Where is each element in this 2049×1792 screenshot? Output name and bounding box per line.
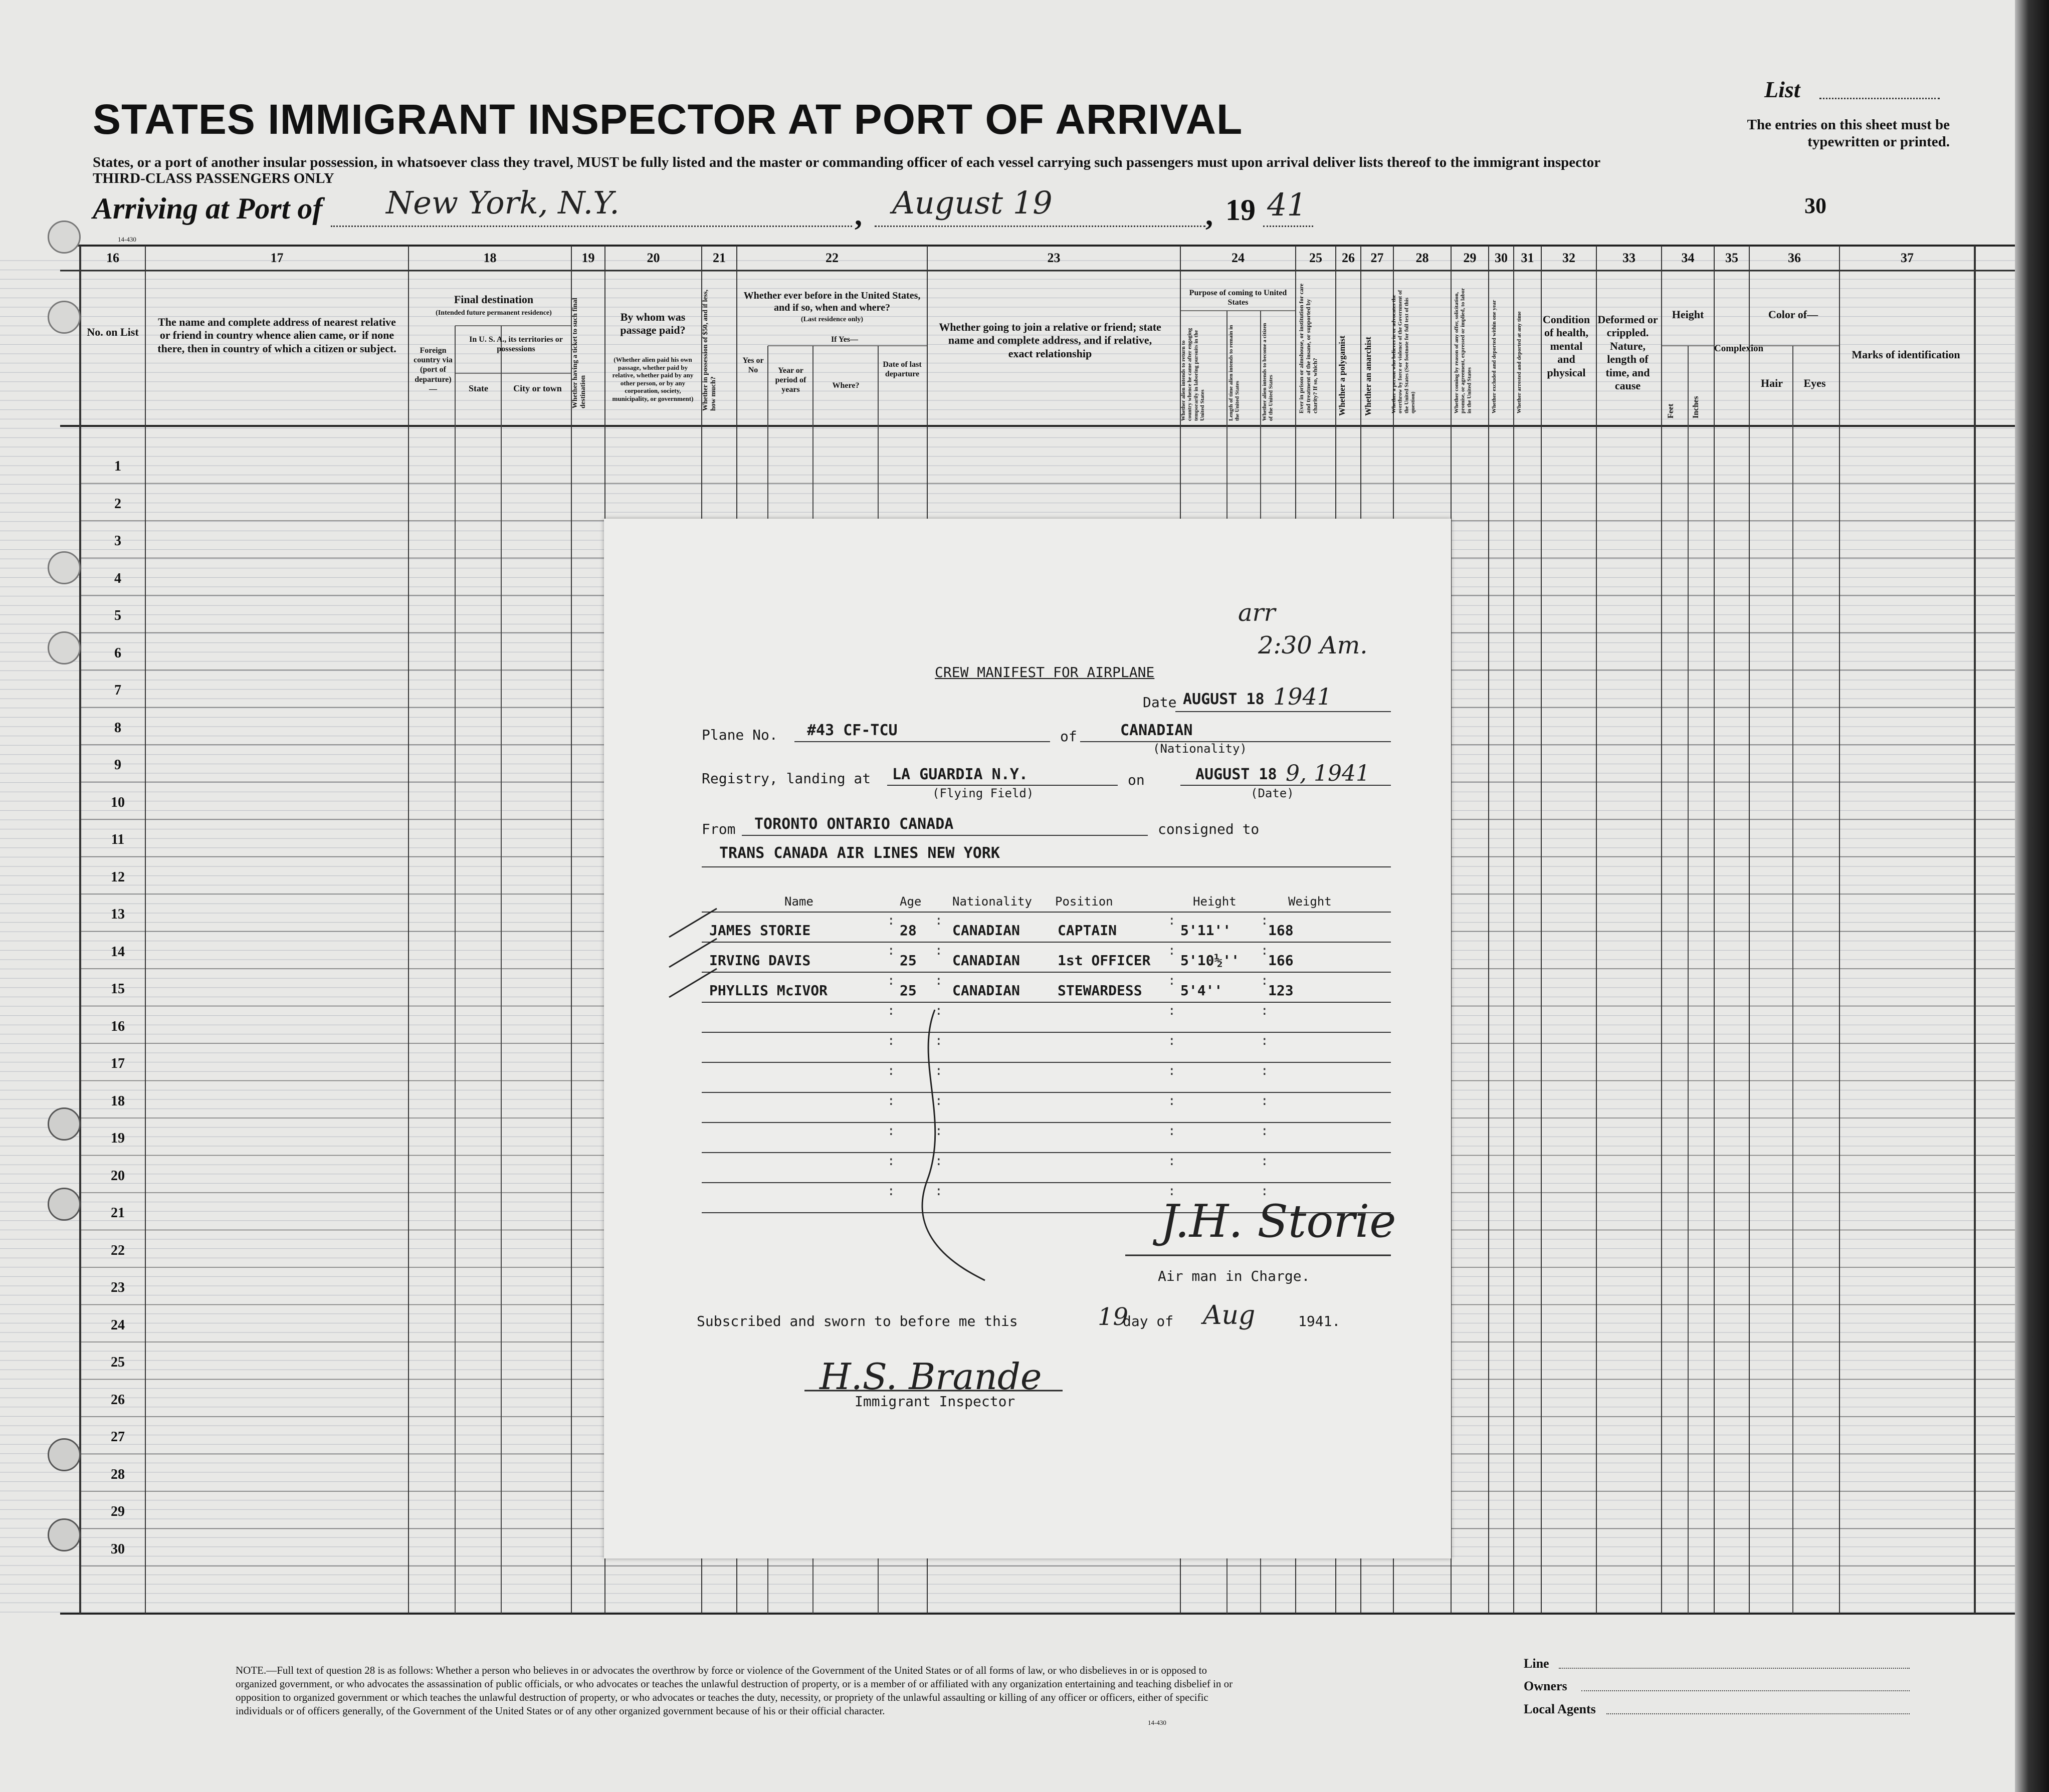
from-label: From: [702, 821, 736, 837]
column-number: 18: [483, 251, 497, 265]
crew-separator: :: [1168, 943, 1176, 958]
field-caption: (Flying Field): [932, 786, 1034, 800]
column-number: 26: [1342, 251, 1355, 265]
comma: ,: [1205, 198, 1213, 232]
crew-separator: :: [1261, 1033, 1269, 1048]
crew-separator: :: [935, 1033, 943, 1048]
list-label: List: [1764, 77, 1800, 102]
sworn-year: 1941.: [1298, 1313, 1341, 1329]
crew-separator: :: [1168, 913, 1176, 928]
row-number: 30: [111, 1541, 125, 1557]
row-number: 19: [111, 1131, 125, 1146]
crew-separator: :: [887, 943, 895, 958]
landing-date-handwritten: 9, 1941: [1286, 761, 1370, 786]
crew-nationality: CANADIAN: [952, 922, 1020, 939]
from-value: TORONTO ONTARIO CANADA: [754, 815, 954, 833]
crew-separator: :: [935, 1154, 943, 1169]
header-year-period: Year or period of years: [775, 366, 806, 394]
column-number: 32: [1562, 251, 1575, 265]
column-number: 22: [826, 251, 839, 265]
crew-separator: :: [935, 1124, 943, 1139]
date-label: Date: [1143, 694, 1177, 711]
on-label: on: [1128, 772, 1145, 788]
header-join-relative: Whether going to join a relative or friend; state name and complete address, and if relative, exact relationship: [939, 321, 1161, 360]
column-number: 19: [581, 251, 595, 265]
crew-separator: :: [935, 1063, 943, 1078]
header-health: Condition of health, mental and physical: [1542, 313, 1590, 379]
arriving-label: Arriving at Port of: [93, 192, 323, 225]
crew-separator: :: [1261, 1154, 1269, 1169]
column-number: 21: [713, 251, 726, 265]
crew-separator: :: [887, 1003, 895, 1018]
column-number: 27: [1370, 251, 1384, 265]
header-state: State: [469, 383, 488, 393]
header-foreign-country: Foreign country via (port of departure)—: [414, 346, 453, 393]
crew-separator: :: [935, 943, 943, 958]
field-value: LA GUARDIA N.Y.: [892, 766, 1028, 783]
header-last-residence: (Last residence only): [800, 316, 864, 323]
crew-age: 28: [900, 922, 917, 939]
header-purpose-length: Length of time alien intends to remain in the United States: [1228, 325, 1241, 421]
header-fifty-dollars: Whether in possession of $50, and if less, how much?: [702, 289, 718, 411]
sheet-number: 30: [1804, 193, 1826, 218]
plane-value: #43 CF-TCU: [807, 722, 898, 739]
column-number: 29: [1463, 251, 1477, 265]
header-color-of: Color of—: [1768, 308, 1818, 321]
header-passage-paid: By whom was passage paid?: [620, 311, 686, 337]
row-number: 7: [114, 683, 121, 698]
airman-caption: Air man in Charge.: [1158, 1268, 1310, 1284]
crew-separator: :: [1168, 1124, 1176, 1139]
header-inches: Inches: [1692, 396, 1700, 418]
crew-separator: :: [1261, 1003, 1269, 1018]
header-purpose-citizen: Whether alien intends to become a citizen of the United States: [1262, 323, 1274, 421]
punch-hole: [48, 1107, 81, 1141]
crew-nationality: CANADIAN: [952, 952, 1020, 969]
header-final-destination-note: (Intended future permanent residence): [436, 309, 552, 317]
row-number: 5: [114, 608, 121, 623]
arrival-note-2: 2:30 Am.: [1258, 631, 1368, 659]
header-last-departure: Date of last departure: [883, 360, 922, 379]
list-number-line: [1819, 98, 1940, 99]
line-field: [1559, 1668, 1910, 1669]
date-value: AUGUST 18: [1183, 691, 1265, 708]
crew-separator: :: [1261, 1184, 1269, 1199]
crew-separator: :: [935, 913, 943, 928]
crew-header-position: Position: [1055, 894, 1113, 909]
owners-field: [1581, 1690, 1910, 1691]
row-number: 16: [111, 1018, 125, 1034]
header-yes-no: Yes or No: [742, 356, 764, 375]
crew-position: CAPTAIN: [1058, 922, 1117, 939]
header-passage-paid-note: (Whether alien paid his own passage, whether paid by relative, whether paid by any other person, or by any corporation, society, municipality, or government): [612, 356, 694, 402]
header-where: Where?: [832, 381, 860, 390]
crew-position: 1st OFFICER: [1058, 952, 1151, 969]
port-line: [331, 226, 852, 227]
crew-separator: :: [887, 973, 895, 988]
row-number: 22: [111, 1242, 125, 1258]
year-line: [1263, 226, 1313, 227]
header-overthrow: Whether a person who believes in or advocates the overthrow by force or violence of the Government of the United States (See footnote for full text of this question): [1391, 290, 1416, 413]
typewritten-note: The entries on this sheet must be typewritten or printed.: [1747, 117, 1950, 150]
column-number: 35: [1725, 251, 1738, 265]
row-number: 2: [114, 496, 121, 512]
crew-separator: :: [1168, 1003, 1176, 1018]
sworn-label-2: day of: [1123, 1313, 1174, 1329]
of-label: of: [1060, 728, 1077, 745]
punch-hole: [48, 301, 81, 334]
date-line: [875, 226, 1205, 227]
landing-date-caption: (Date): [1251, 786, 1294, 800]
crew-separator: :: [887, 1124, 895, 1139]
crew-separator: :: [887, 1154, 895, 1169]
nationality-caption: (Nationality): [1153, 742, 1247, 756]
line-label: Line: [1524, 1656, 1549, 1671]
punch-hole: [48, 551, 81, 584]
sworn-day: 19: [1098, 1303, 1129, 1331]
crew-separator: :: [1261, 943, 1269, 958]
row-number: 15: [111, 981, 125, 997]
row-number: 24: [111, 1317, 125, 1333]
row-number: 11: [111, 832, 125, 847]
sworn-month: Aug: [1203, 1300, 1256, 1330]
question-28-footnote: NOTE.—Full text of question 28 is as follows: Whether a person who believes in or advocates the overthrow by force or violence of the Government of the United States or of all forms of law, or who disbelieves in or is opposed to organized government, or who advocates the assassination of public officials, or who advocates or teaches the unlawful destruction of property, or is a member of or affiliated with any organization entertaining and teaching disbelief in or opposition to organized government or which teaches the unlawful destruction of property, or who advocates or teaches the duty, necessity, or propriety of the unlawful assaulting or killing of any officer or officers, either of specific individuals or of officers generally, of the Government of the United States or of any other organized government because of his or their official character.: [236, 1664, 1233, 1717]
row-number: 28: [111, 1466, 125, 1482]
crew-weight: 168: [1268, 922, 1294, 939]
column-number: 37: [1901, 251, 1914, 265]
crew-separator: :: [1168, 1184, 1176, 1199]
crew-separator: :: [887, 913, 895, 928]
inspector-caption: Immigrant Inspector: [855, 1393, 1015, 1410]
header-ticket: Whether having a ticket to such final destination: [571, 298, 587, 408]
column-number: 31: [1521, 251, 1534, 265]
crew-name: IRVING DAVIS: [709, 952, 811, 969]
column-number: 24: [1232, 251, 1245, 265]
column-number: 25: [1309, 251, 1322, 265]
row-number: 6: [114, 645, 121, 661]
footer-form-code: 14-430: [1148, 1719, 1166, 1726]
owners-label: Owners: [1524, 1679, 1567, 1693]
crew-separator: :: [935, 1003, 943, 1018]
crew-age: 25: [900, 952, 917, 969]
header-excluded: Whether excluded and deported within one year: [1491, 300, 1497, 413]
row-number: 12: [111, 869, 125, 885]
row-number: 17: [111, 1056, 125, 1071]
page-title: STATES IMMIGRANT INSPECTOR AT PORT OF ARRIVAL: [93, 96, 1243, 143]
header-prison: Ever in prison or almshouse, or institution for care and treatment of the insane, or supported by charity? If so, which?: [1298, 283, 1319, 413]
consignee-value: TRANS CANADA AIR LINES NEW YORK: [719, 844, 1000, 862]
registry-label: Registry, landing at: [702, 770, 871, 787]
row-number: 21: [111, 1205, 125, 1221]
manifest-title: CREW MANIFEST FOR AIRPLANE: [935, 664, 1155, 681]
header-hair: Hair: [1761, 377, 1783, 389]
punch-hole: [48, 631, 81, 664]
date-handwritten: 1941: [1273, 683, 1332, 710]
crew-separator: :: [1261, 1063, 1269, 1078]
crew-nationality: CANADIAN: [952, 982, 1020, 999]
crew-manifest-insert: [604, 519, 1451, 1558]
form-code: 14-430: [118, 236, 136, 243]
crew-separator: :: [1261, 1124, 1269, 1139]
row-number: 13: [111, 907, 125, 922]
header-arrested: Whether arrested and deported at any time: [1516, 311, 1522, 413]
row-number: 18: [111, 1093, 125, 1109]
column-number: 30: [1495, 251, 1508, 265]
crew-separator: :: [1168, 1093, 1176, 1108]
header-anarchist: Whether an anarchist: [1363, 336, 1373, 416]
nationality-value: CANADIAN: [1120, 722, 1193, 739]
crew-separator: :: [1261, 1093, 1269, 1108]
crew-separator: :: [1168, 1154, 1176, 1169]
year-prefix: 19: [1225, 193, 1256, 227]
punch-hole: [48, 1518, 81, 1551]
header-if-yes: If Yes—: [831, 335, 859, 344]
header-ever-before: Whether ever before in the United States, and if so, when and where?: [743, 290, 921, 313]
crew-separator: :: [887, 1033, 895, 1048]
column-number: 20: [647, 251, 660, 265]
crew-header-age: Age: [900, 894, 922, 909]
column-number: 34: [1681, 251, 1695, 265]
header-deformed: Deformed or crippled. Nature, length of time, and cause: [1597, 313, 1658, 392]
header-marks: Marks of identification: [1852, 348, 1960, 361]
header-in-usa: In U. S. A., its territories or possessions: [469, 335, 563, 354]
row-number: 14: [111, 944, 125, 960]
crew-name: PHYLLIS McIVOR: [709, 982, 828, 999]
header-polygamist: Whether a polygamist: [1337, 335, 1347, 416]
crew-separator: :: [1168, 1063, 1176, 1078]
header-eyes: Eyes: [1803, 377, 1826, 389]
crew-position: STEWARDESS: [1058, 982, 1142, 999]
header-nearest-relative: The name and complete address of nearest relative or friend in country whence alien came, or if none there, then in country of which a citizen or subject.: [157, 316, 396, 355]
row-number: 4: [114, 570, 121, 586]
crew-separator: :: [935, 973, 943, 988]
agents-field: [1606, 1713, 1910, 1714]
arrival-note-1: arr: [1238, 599, 1276, 627]
crew-header-weight: Weight: [1288, 894, 1332, 909]
row-number: 23: [111, 1280, 125, 1295]
crew-separator: :: [1261, 973, 1269, 988]
plane-label: Plane No.: [702, 727, 778, 743]
pilot-signature: J.H. Storie: [1160, 1195, 1396, 1248]
year-suffix-handwritten: 41: [1267, 186, 1307, 223]
ditto-mark: [922, 1010, 985, 1280]
crew-header-nationality: Nationality: [952, 894, 1032, 909]
crew-separator: :: [1168, 973, 1176, 988]
inspector-signature: H.S. Brande: [819, 1356, 1042, 1398]
row-number: 8: [114, 720, 121, 736]
row-number: 25: [111, 1355, 125, 1370]
date-handwritten: August 19: [892, 184, 1053, 221]
crew-height: 5'10½'': [1180, 952, 1240, 969]
header-final-destination: Final destination: [454, 293, 534, 306]
row-number: 9: [114, 757, 121, 773]
subtitle-passenger-class: THIRD-CLASS PASSENGERS ONLY: [93, 170, 334, 186]
punch-hole: [48, 1188, 81, 1221]
crew-separator: :: [935, 1093, 943, 1108]
column-number: 28: [1415, 251, 1429, 265]
crew-separator: :: [887, 1093, 895, 1108]
column-number: 36: [1788, 251, 1801, 265]
crew-header-height: Height: [1193, 894, 1237, 909]
port-handwritten: New York, N.Y.: [386, 184, 620, 221]
header-labor-offer: Whether coming by reason of any offer, solicitation, promise, or agreement, expressed or implied, to labor in the United States: [1454, 288, 1473, 413]
row-number: 27: [111, 1429, 125, 1445]
row-number: 20: [111, 1168, 125, 1184]
crew-weight: 123: [1268, 982, 1294, 999]
crew-separator: :: [887, 1063, 895, 1078]
crew-height: 5'4'': [1180, 982, 1223, 999]
header-feet: Feet: [1667, 403, 1675, 418]
header-complexion: Complexion: [1714, 343, 1764, 354]
crew-header-name: Name: [784, 894, 813, 909]
row-number: 29: [111, 1504, 125, 1519]
column-number: 17: [270, 251, 284, 265]
header-height: Height: [1672, 308, 1704, 321]
landing-date-value: AUGUST 18: [1195, 766, 1277, 783]
page-edge: [2015, 0, 2049, 1792]
crew-name: JAMES STORIE: [709, 922, 811, 939]
column-number: 33: [1622, 251, 1635, 265]
row-number: 26: [111, 1392, 125, 1408]
header-city: City or town: [513, 383, 562, 393]
crew-separator: :: [1168, 1033, 1176, 1048]
crew-separator: :: [887, 1184, 895, 1199]
column-number: 23: [1047, 251, 1061, 265]
crew-separator: :: [1261, 913, 1269, 928]
crew-height: 5'11'': [1180, 922, 1232, 939]
punch-hole: [48, 220, 81, 254]
agents-label: Local Agents: [1524, 1702, 1596, 1716]
header-no-on-list: No. on List: [87, 326, 139, 338]
row-number: 1: [114, 459, 121, 474]
column-number: 16: [106, 251, 119, 265]
row-number: 10: [111, 794, 125, 810]
crew-separator: :: [935, 1184, 943, 1199]
crew-weight: 166: [1268, 952, 1294, 969]
punch-hole: [48, 1438, 81, 1471]
header-purpose: Purpose of coming to United States: [1189, 289, 1287, 307]
sworn-label-1: Subscribed and sworn to before me this: [697, 1313, 1018, 1329]
row-number: 3: [114, 533, 121, 549]
subtitle-line: States, or a port of another insular possession, in whatsoever class they travel, MUST be fully listed and the master or commanding officer of each vessel carrying such passengers must upon arrival deliver lists thereof to the immigrant inspector: [93, 154, 1601, 170]
header-purpose-return: Whether alien intends to return to country whence he came after engaging temporarily in laboring pursuits in the United States: [1180, 328, 1205, 421]
consigned-label: consigned to: [1158, 821, 1260, 837]
crew-age: 25: [900, 982, 917, 999]
comma: ,: [855, 198, 862, 232]
